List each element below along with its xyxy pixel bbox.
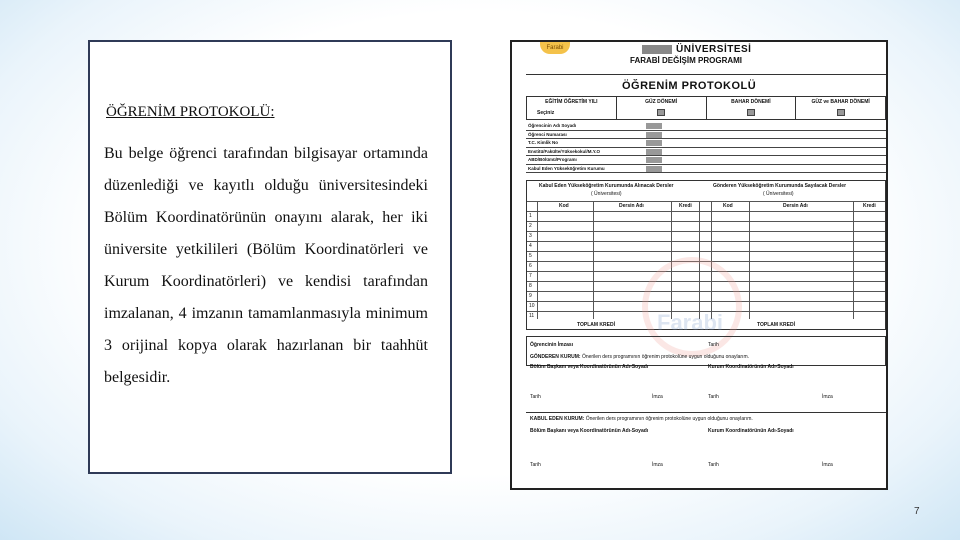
course-row-number: 2	[529, 223, 532, 229]
col-code: Kod	[559, 203, 569, 209]
col-code: Kod	[723, 203, 733, 209]
date-label: Tarih	[530, 462, 541, 468]
col-credit: Kredi	[863, 203, 876, 209]
course-row-number: 4	[529, 243, 532, 249]
semester-cell: EĞİTİM ÖĞRETİM YILI Seçiniz	[527, 97, 617, 119]
total-credit-right: TOPLAM KREDİ	[757, 322, 795, 328]
receiver-label: KABUL EDEN KURUM: Önerilen ders programının öğrenim protokolüne uygun olduğunu onaylarım.	[530, 416, 753, 422]
dept-coordinator-label: Bölüm Başkanı veya Koordinatörünün Adı-Soyadı	[530, 428, 649, 434]
dept-coordinator-label: Bölüm Başkanı veya Koordinatörünün Adı-Soyadı	[530, 364, 649, 370]
semester-cell: BAHAR DÖNEMİ	[707, 97, 797, 119]
semester-cell: GÜZ ve BAHAR DÖNEMİ	[796, 97, 885, 119]
course-row-number: 5	[529, 253, 532, 259]
text-panel	[88, 40, 452, 474]
farabi-badge: Farabi	[540, 42, 570, 54]
date-label: Tarih	[530, 394, 541, 400]
col-course: Dersin Adı	[619, 203, 644, 209]
course-row-line	[527, 241, 885, 242]
left-courses-header: Kabul Eden Yükseköğretim Kurumunda Alınacak Dersler	[539, 183, 674, 189]
sign-label: İmza	[822, 394, 833, 400]
student-signature-label: Öğrencinin İmzası	[530, 342, 574, 348]
sign-label: İmza	[822, 462, 833, 468]
course-row-number: 11	[529, 313, 535, 319]
info-row: ABD/Bölümü/Programı	[526, 156, 886, 165]
inst-coordinator-label: Kurum Koordinatörünün Adı-Soyadı	[708, 428, 794, 434]
date-label: Tarih	[708, 394, 719, 400]
university-title: ÜNİVERSİTESİ	[642, 44, 751, 55]
course-row-line	[527, 231, 885, 232]
col-credit: Kredi	[679, 203, 692, 209]
date-label: Tarih	[708, 342, 719, 348]
inst-coordinator-label: Kurum Koordinatörünün Adı-Soyadı	[708, 364, 794, 370]
sign-label: İmza	[652, 462, 663, 468]
right-courses-header: Gönderen Yükseköğretim Kurumunda Sayılacak Dersler	[713, 183, 847, 189]
course-row-line	[527, 211, 885, 212]
info-row: Kabul Eden Yükseköğretim Kurumu	[526, 165, 886, 174]
right-uni-sub: ( Üniversitesi)	[763, 191, 794, 197]
semester-row	[526, 96, 886, 120]
form-title: ÖĞRENİM PROTOKOLÜ	[622, 80, 757, 92]
slide-body-text: Bu belge öğrenci tarafından bilgisayar ortamında düzenlediği ve kayıtlı olduğu üniversitesindeki Bölüm Koordinatörünün onayını alarak, her iki üniversite yetkilileri (Bölüm Koordinatörleri ve Kurum Koordinatörleri) ve kendisi tarafından imzalanan, 4 imzanın tamamlanmasıyla minimum 3 orijinal kopya olarak hazırlanan bir taahhüt belgesidir.	[104, 145, 428, 386]
left-uni-sub: ( Üniversitesi)	[591, 191, 622, 197]
col-course: Dersin Adı	[783, 203, 808, 209]
sender-label: GÖNDEREN KURUM: Önerilen ders programının öğrenim protokolüne uygun olduğunu onaylarım.	[530, 354, 749, 360]
sign-label: İmza	[652, 394, 663, 400]
course-row-number: 1	[529, 213, 532, 219]
watermark-text: Farabi	[657, 310, 724, 335]
course-row-number: 3	[529, 233, 532, 239]
sender-signature-box	[526, 336, 886, 366]
course-row-line	[527, 221, 885, 222]
course-row-number: 8	[529, 283, 532, 289]
protocol-form-image	[510, 40, 888, 490]
info-row: Öğrencinin Adı Soyadı	[526, 122, 886, 131]
total-credit-left: TOPLAM KREDİ	[577, 322, 615, 328]
info-row: T.C. Kimlik No	[526, 139, 886, 148]
info-row: Öğrenci Numarası	[526, 131, 886, 140]
course-row-number: 6	[529, 263, 532, 269]
course-row-number: 9	[529, 293, 532, 299]
slide-heading: ÖĞRENİM PROTOKOLÜ:	[106, 104, 275, 120]
course-row-number: 10	[529, 303, 535, 309]
student-info	[526, 122, 886, 173]
course-row-number: 7	[529, 273, 532, 279]
page-number: 7	[914, 506, 920, 517]
date-label: Tarih	[708, 462, 719, 468]
semester-cell: GÜZ DÖNEMİ	[617, 97, 707, 119]
program-title: FARABİ DEĞİŞİM PROGRAMI	[630, 56, 743, 65]
info-row: Enstitü/Fakülte/Yüksekokul/M.Y.O	[526, 148, 886, 157]
course-row-line	[527, 251, 885, 252]
